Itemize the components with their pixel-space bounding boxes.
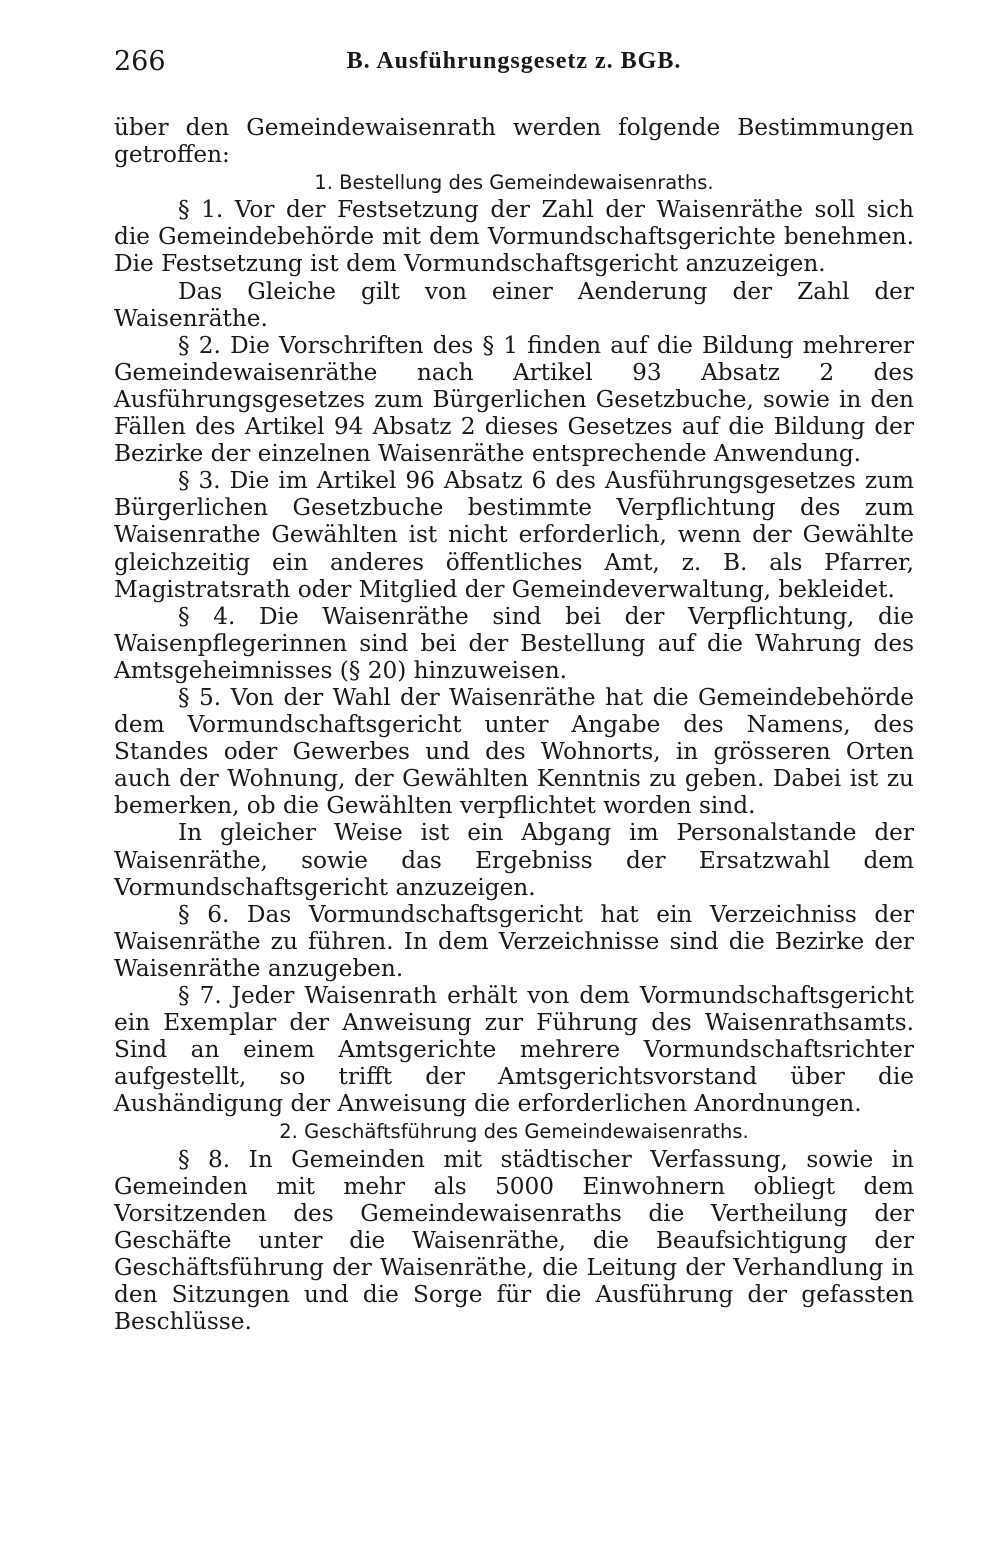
paragraph-section-2: § 2. Die Vorschriften des § 1 finden auf die Bildung mehrerer Gemeindewaisenräthe nach Artikel 93 Absatz 2 des Ausführungsgesetzes zum Bürgerlichen Gesetzbuche, sowie in den Fällen des Artikel 94 Absatz 2 dieses Gesetzes auf die Bildung der Bezirke der einzelnen Waisenräthe entsprechende Anwendung. xyxy=(114,331,914,468)
paragraph-section-3: § 3. Die im Artikel 96 Absatz 6 des Ausführungsgesetzes zum Bürgerlichen Gesetzbuche bestimmte Verpflichtung des zum Waisenrathe Gewählten ist nicht erforderlich, wenn der Gewählte gleichzeitig ein anderes öffentliches Amt, z. B. als Pfarrer, Magistratsrath oder Mitglied der Gemeindeverwaltung, bekleidet. xyxy=(114,467,914,603)
section-heading-1: 1. Bestellung des Gemeindewaisenraths. xyxy=(314,171,714,195)
body-text xyxy=(114,114,914,1335)
paragraph-section-1-continued: Das Gleiche gilt von einer Aenderung der Zahl der Waisenräthe. xyxy=(114,277,914,332)
paragraph-section-7: § 7. Jeder Waisenrath erhält von dem Vormundschaftsgericht ein Exemplar der Anweisung zur Führung des Waisenrathsamts. Sind an einem Amtsgerichte mehrere Vormundschaftsrichter aufgestellt, so trifft der Amtsgerichtsvorstand über die Aushändigung der Anweisung die erforderlichen Anordnungen. xyxy=(114,982,914,1118)
paragraph-section-5-continued: In gleicher Weise ist ein Abgang im Personalstande der Waisenräthe, sowie das Ergebniss der Ersatzwahl dem Vormundschaftsgericht anzuzeigen. xyxy=(114,819,914,901)
intro-paragraph: über den Gemeindewaisenrath werden folgende Bestimmungen getroffen: xyxy=(114,114,914,169)
paragraph-section-6: § 6. Das Vormundschaftsgericht hat ein Verzeichniss der Waisenräthe zu führen. In dem Verzeichnisse sind die Bezirke der Waisenräthe anzugeben. xyxy=(114,900,914,982)
running-title: B. Ausführungsgesetz z. BGB. xyxy=(346,48,682,74)
paragraph-section-5: § 5. Von der Wahl der Waisenräthe hat die Gemeindebehörde dem Vormundschaftsgericht unter Angabe des Namens, des Standes oder Gewerbes und des Wohnorts, in grösseren Orten auch der Wohnung, der Gewählten Kenntnis zu geben. Dabei ist zu bemerken, ob die Gewählten verpflichtet worden sind. xyxy=(114,683,914,820)
paragraph-section-8: § 8. In Gemeinden mit städtischer Verfassung, sowie in Gemeinden mit mehr als 5000 Einwohnern obliegt dem Vorsitzenden des Gemeindewaisenraths die Vertheilung der Geschäfte unter die Waisenräthe, die Beaufsichtigung der Geschäftsführung der Waisenräthe, die Leitung der Verhandlung in den Sitzungen und die Sorge für die Ausführung der gefassten Beschlüsse. xyxy=(114,1145,914,1336)
paragraph-section-4: § 4. Die Waisenräthe sind bei der Verpflichtung, die Waisenpflegerinnen sind bei der Bestellung auf die Wahrung des Amtsgeheimnisses (§ 20) hinzuweisen. xyxy=(114,602,914,684)
section-heading-2: 2. Geschäftsführung des Gemeindewaisenraths. xyxy=(279,1120,749,1144)
page-number: 266 xyxy=(114,46,166,77)
paragraph-section-1: § 1. Vor der Festsetzung der Zahl der Waisenräthe soll sich die Gemeindebehörde mit dem Vormundschaftsgerichte benehmen. Die Festsetzung ist dem Vormundschaftsgericht anzuzeigen. xyxy=(114,196,914,278)
page-header xyxy=(114,46,914,86)
